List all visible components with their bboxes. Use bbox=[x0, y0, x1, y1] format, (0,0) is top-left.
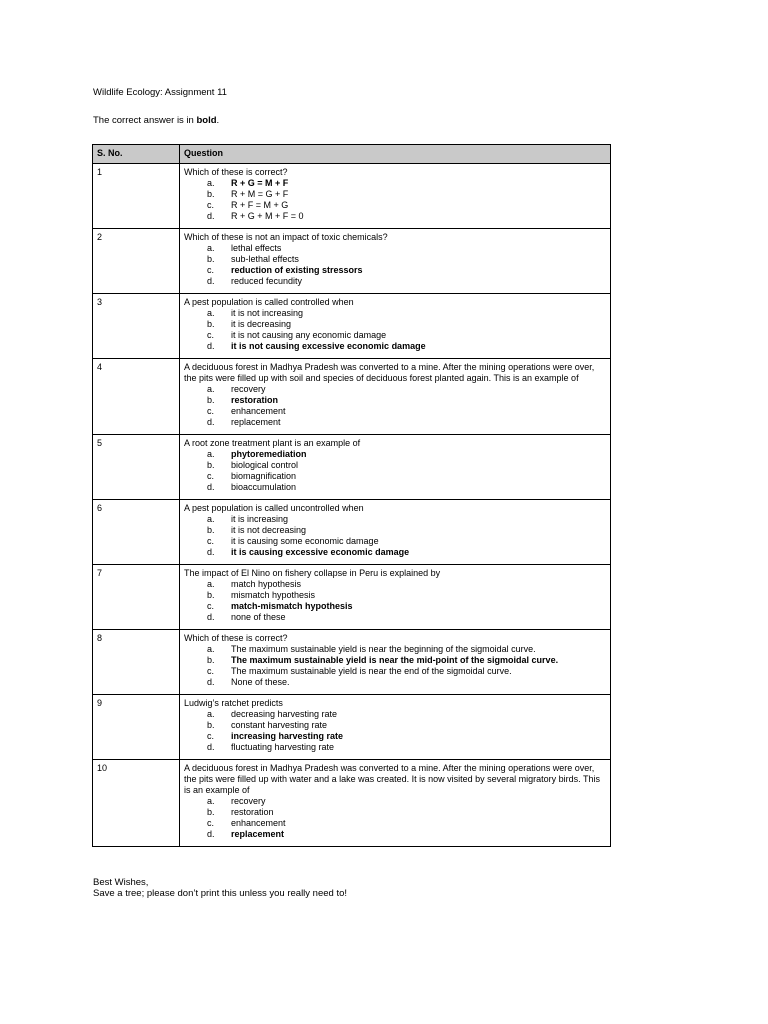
answer-option bbox=[184, 590, 606, 601]
footer-save-tree-note: Save a tree; please don’t print this unless you really need to! bbox=[93, 888, 348, 899]
answer-option bbox=[184, 406, 606, 417]
option-text: restoration bbox=[231, 395, 279, 405]
answer-option bbox=[184, 254, 606, 265]
option-letter: d. bbox=[207, 547, 215, 557]
option-text: it is causing some economic damage bbox=[231, 536, 379, 546]
option-letter: a. bbox=[207, 384, 215, 394]
option-letter: a. bbox=[207, 709, 215, 719]
question-cell bbox=[180, 760, 611, 847]
question-text: A pest population is called uncontrolled when bbox=[184, 503, 364, 513]
option-letter: a. bbox=[207, 644, 215, 654]
option-letter: c. bbox=[207, 265, 215, 275]
footer-greeting: Best Wishes, bbox=[93, 877, 149, 888]
option-text: fluctuating harvesting rate bbox=[231, 742, 335, 752]
option-letter: d. bbox=[207, 276, 215, 286]
option-text: it is not decreasing bbox=[231, 525, 307, 535]
question-cell bbox=[180, 630, 611, 695]
answer-option bbox=[184, 189, 606, 200]
question-text: The impact of El Nino on fishery collapse in Peru is explained by bbox=[184, 568, 441, 578]
option-text: replacement bbox=[231, 829, 285, 839]
question-cell bbox=[180, 565, 611, 630]
option-text: biological control bbox=[231, 460, 299, 470]
option-text: it is causing excessive economic damage bbox=[231, 547, 410, 557]
question-number: 10 bbox=[93, 760, 180, 847]
question-cell bbox=[180, 294, 611, 359]
answer-option bbox=[184, 211, 606, 222]
question-cell bbox=[180, 435, 611, 500]
option-text: it is decreasing bbox=[231, 319, 292, 329]
option-letter: d. bbox=[207, 612, 215, 622]
option-text: recovery bbox=[231, 384, 266, 394]
table-row bbox=[93, 760, 611, 847]
option-letter: d. bbox=[207, 417, 215, 427]
question-number: 5 bbox=[93, 435, 180, 500]
option-letter: b. bbox=[207, 319, 215, 329]
option-text: bioaccumulation bbox=[231, 482, 297, 492]
question-number: 7 bbox=[93, 565, 180, 630]
option-text: enhancement bbox=[231, 406, 286, 416]
answer-option-correct bbox=[184, 829, 606, 840]
option-text: it is not causing any economic damage bbox=[231, 330, 387, 340]
option-letter: a. bbox=[207, 308, 215, 318]
option-text: biomagnification bbox=[231, 471, 297, 481]
answer-option bbox=[184, 709, 606, 720]
option-letter: a. bbox=[207, 514, 215, 524]
table-row bbox=[93, 565, 611, 630]
question-text: Which of these is correct? bbox=[184, 167, 288, 177]
table-row bbox=[93, 164, 611, 229]
option-text: restoration bbox=[231, 807, 274, 817]
option-text: None of these. bbox=[231, 677, 290, 687]
option-letter: a. bbox=[207, 579, 215, 589]
option-letter: b. bbox=[207, 254, 215, 264]
option-text: match-mismatch hypothesis bbox=[231, 601, 353, 611]
answer-option bbox=[184, 243, 606, 254]
option-text: phytoremediation bbox=[231, 449, 307, 459]
option-letter: d. bbox=[207, 211, 215, 221]
question-text: Which of these is correct? bbox=[184, 633, 288, 643]
option-letter: a. bbox=[207, 449, 215, 459]
answer-option bbox=[184, 677, 606, 688]
option-text: reduced fecundity bbox=[231, 276, 303, 286]
option-text: R + G = M + F bbox=[231, 178, 289, 188]
option-text: match hypothesis bbox=[231, 579, 302, 589]
table-row bbox=[93, 294, 611, 359]
question-number: 2 bbox=[93, 229, 180, 294]
answer-option bbox=[184, 460, 606, 471]
table-row bbox=[93, 500, 611, 565]
option-letter: b. bbox=[207, 720, 215, 730]
answer-option-correct bbox=[184, 265, 606, 276]
question-text: Which of these is not an impact of toxic chemicals? bbox=[184, 232, 388, 242]
question-number: 3 bbox=[93, 294, 180, 359]
option-letter: a. bbox=[207, 178, 215, 188]
answer-option bbox=[184, 482, 606, 493]
note-prefix: The correct answer is in bbox=[93, 115, 197, 126]
option-letter: c. bbox=[207, 200, 215, 210]
question-text: A deciduous forest in Madhya Pradesh was converted to a mine. After the mining operations were over, the pits were filled up with water and a lake was created. It is now visited by several migratory birds. This is an example of bbox=[184, 763, 601, 795]
answer-option bbox=[184, 417, 606, 428]
table-row bbox=[93, 229, 611, 294]
question-text: Ludwig’s ratchet predicts bbox=[184, 698, 283, 708]
option-letter: b. bbox=[207, 807, 215, 817]
answer-key-note bbox=[93, 115, 219, 126]
option-letter: c. bbox=[207, 406, 215, 416]
answer-option bbox=[184, 742, 606, 753]
question-number: 4 bbox=[93, 359, 180, 435]
option-letter: c. bbox=[207, 818, 215, 828]
option-letter: d. bbox=[207, 482, 215, 492]
option-text: mismatch hypothesis bbox=[231, 590, 316, 600]
answer-option bbox=[184, 514, 606, 525]
answer-option bbox=[184, 471, 606, 482]
option-letter: d. bbox=[207, 677, 215, 687]
option-letter: c. bbox=[207, 666, 215, 676]
option-letter: b. bbox=[207, 525, 215, 535]
answer-option bbox=[184, 536, 606, 547]
question-number: 1 bbox=[93, 164, 180, 229]
answer-option bbox=[184, 644, 606, 655]
question-cell bbox=[180, 695, 611, 760]
answer-option bbox=[184, 276, 606, 287]
question-number: 6 bbox=[93, 500, 180, 565]
answer-option bbox=[184, 200, 606, 211]
answer-option bbox=[184, 666, 606, 677]
option-text: increasing harvesting rate bbox=[231, 731, 344, 741]
answer-option bbox=[184, 612, 606, 623]
header-question: Question bbox=[180, 145, 611, 164]
answer-option bbox=[184, 319, 606, 330]
answer-option bbox=[184, 308, 606, 319]
option-text: recovery bbox=[231, 796, 266, 806]
option-letter: b. bbox=[207, 590, 215, 600]
option-letter: c. bbox=[207, 601, 215, 611]
option-letter: d. bbox=[207, 341, 215, 351]
option-letter: b. bbox=[207, 395, 215, 405]
option-text: it is not increasing bbox=[231, 308, 304, 318]
answer-option-correct bbox=[184, 731, 606, 742]
answer-option bbox=[184, 384, 606, 395]
option-letter: a. bbox=[207, 796, 215, 806]
option-text: replacement bbox=[231, 417, 281, 427]
option-text: lethal effects bbox=[231, 243, 282, 253]
answer-option-correct bbox=[184, 655, 606, 666]
table-row bbox=[93, 359, 611, 435]
option-text: R + G + M + F = 0 bbox=[231, 211, 304, 221]
question-text: A deciduous forest in Madhya Pradesh was converted to a mine. After the mining operations were over, the pits were filled up with soil and species of deciduous forest planted again. This is an example of bbox=[184, 362, 595, 383]
option-letter: b. bbox=[207, 655, 215, 665]
answer-option-correct bbox=[184, 341, 606, 352]
option-letter: a. bbox=[207, 243, 215, 253]
answer-option bbox=[184, 720, 606, 731]
option-text: reduction of existing stressors bbox=[231, 265, 363, 275]
questions-table bbox=[92, 144, 611, 847]
option-letter: d. bbox=[207, 742, 215, 752]
question-cell bbox=[180, 229, 611, 294]
table-row bbox=[93, 695, 611, 760]
option-text: none of these bbox=[231, 612, 286, 622]
answer-option bbox=[184, 579, 606, 590]
answer-option-correct bbox=[184, 178, 606, 189]
option-text: enhancement bbox=[231, 818, 286, 828]
option-letter: d. bbox=[207, 829, 215, 839]
option-text: The maximum sustainable yield is near the mid-point of the sigmoidal curve. bbox=[231, 655, 559, 665]
option-letter: c. bbox=[207, 471, 215, 481]
answer-option-correct bbox=[184, 449, 606, 460]
note-suffix: . bbox=[216, 115, 220, 126]
question-number: 9 bbox=[93, 695, 180, 760]
option-text: R + M = G + F bbox=[231, 189, 289, 199]
document-title: Wildlife Ecology: Assignment 11 bbox=[93, 87, 227, 98]
option-letter: c. bbox=[207, 536, 215, 546]
option-text: decreasing harvesting rate bbox=[231, 709, 338, 719]
note-bold-word: bold bbox=[196, 115, 217, 126]
question-cell bbox=[180, 359, 611, 435]
answer-option-correct bbox=[184, 601, 606, 612]
option-text: The maximum sustainable yield is near the end of the sigmoidal curve. bbox=[231, 666, 512, 676]
question-cell bbox=[180, 164, 611, 229]
option-text: it is increasing bbox=[231, 514, 289, 524]
option-letter: c. bbox=[207, 731, 215, 741]
answer-option-correct bbox=[184, 547, 606, 558]
question-cell bbox=[180, 500, 611, 565]
questions-table-body bbox=[93, 164, 611, 847]
question-text: A pest population is called controlled when bbox=[184, 297, 354, 307]
answer-option bbox=[184, 796, 606, 807]
answer-option bbox=[184, 807, 606, 818]
option-text: The maximum sustainable yield is near the beginning of the sigmoidal curve. bbox=[231, 644, 536, 654]
answer-option bbox=[184, 525, 606, 536]
option-text: constant harvesting rate bbox=[231, 720, 328, 730]
question-text: A root zone treatment plant is an example of bbox=[184, 438, 361, 448]
answer-option bbox=[184, 818, 606, 829]
question-number: 8 bbox=[93, 630, 180, 695]
answer-option-correct bbox=[184, 395, 606, 406]
table-header-row bbox=[93, 145, 611, 164]
option-letter: c. bbox=[207, 330, 215, 340]
option-text: it is not causing excessive economic damage bbox=[231, 341, 426, 351]
footer bbox=[93, 877, 347, 899]
option-text: sub-lethal effects bbox=[231, 254, 299, 264]
option-text: R + F = M + G bbox=[231, 200, 289, 210]
option-letter: b. bbox=[207, 460, 215, 470]
option-letter: b. bbox=[207, 189, 215, 199]
header-serial-number: S. No. bbox=[93, 145, 180, 164]
table-row bbox=[93, 435, 611, 500]
table-row bbox=[93, 630, 611, 695]
answer-option bbox=[184, 330, 606, 341]
